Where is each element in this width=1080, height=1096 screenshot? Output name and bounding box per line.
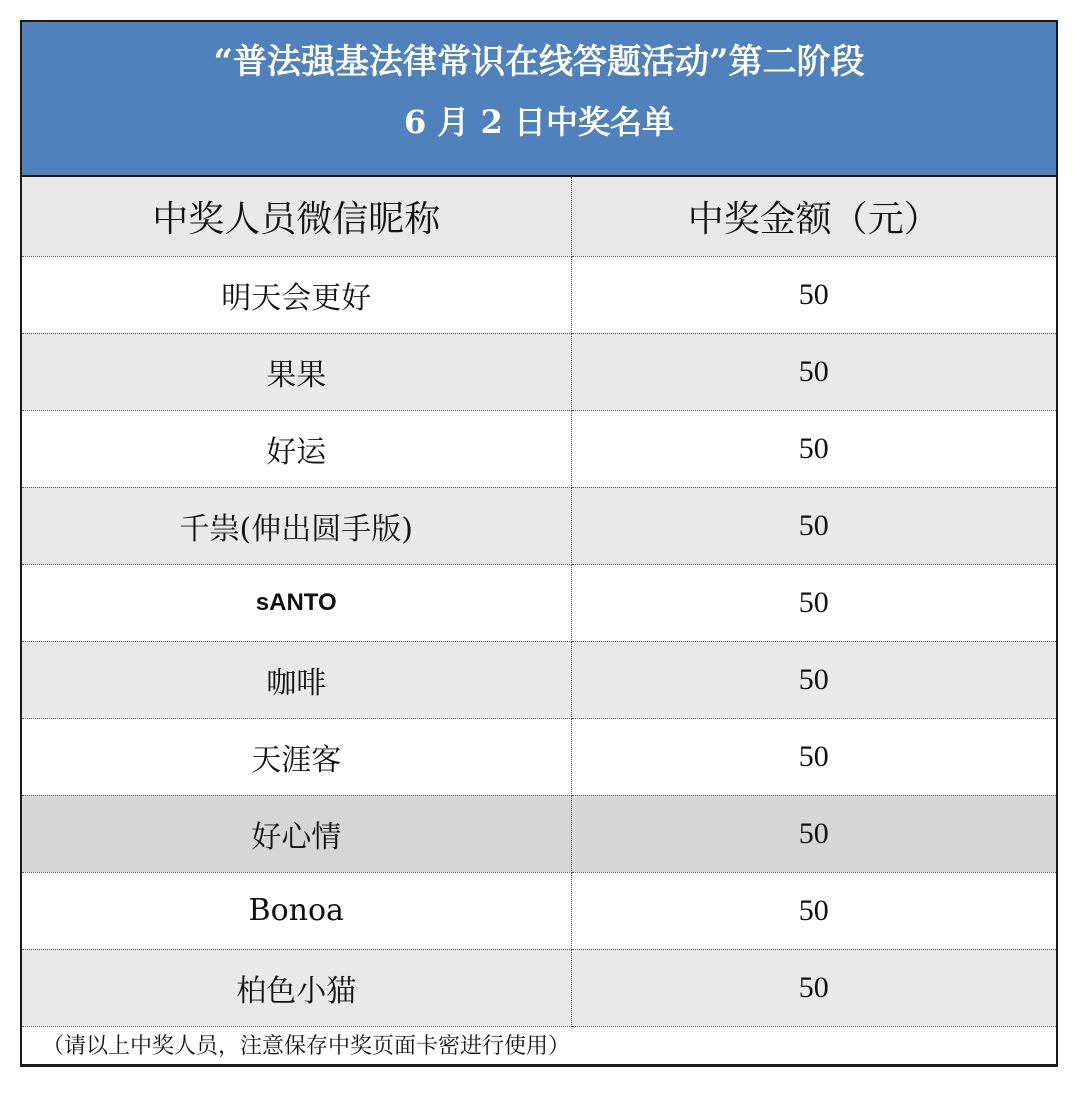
table-row <box>22 795 1056 872</box>
header-nickname: 中奖人员微信昵称 <box>22 177 571 256</box>
header-amount: 中奖金额（元） <box>571 177 1056 256</box>
prize-amount: 50 <box>571 487 1056 564</box>
table-row <box>22 256 1056 333</box>
winner-nickname: 天涯客 <box>22 718 571 795</box>
winner-nickname: 好运 <box>22 410 571 487</box>
winner-nickname: 果果 <box>22 333 571 410</box>
winner-nickname: 明天会更好 <box>22 256 571 333</box>
winner-nickname: sANTO <box>22 564 571 641</box>
prize-amount: 50 <box>571 256 1056 333</box>
winner-nickname: 柏色小猫 <box>22 949 571 1026</box>
prize-amount: 50 <box>571 872 1056 949</box>
table-row <box>22 564 1056 641</box>
footer-note: （请以上中奖人员，注意保存中奖页面卡密进行使用） <box>22 1027 1056 1067</box>
prize-amount: 50 <box>571 410 1056 487</box>
title-banner <box>22 22 1056 177</box>
prize-amount: 50 <box>571 795 1056 872</box>
page-subtitle: 6 月 2 日中奖名单 <box>404 103 674 141</box>
table-header-row <box>22 177 1056 256</box>
prize-amount: 50 <box>571 564 1056 641</box>
table-row <box>22 641 1056 718</box>
table-row <box>22 949 1056 1026</box>
page-title: “普法强基法律常识在线答题活动”第二阶段 <box>213 42 865 82</box>
winners-sheet <box>20 20 1058 1067</box>
winners-table <box>22 177 1056 1027</box>
table-row <box>22 872 1056 949</box>
table-row <box>22 410 1056 487</box>
table-row <box>22 487 1056 564</box>
winner-nickname: 好心情 <box>22 795 571 872</box>
table-row <box>22 718 1056 795</box>
prize-amount: 50 <box>571 333 1056 410</box>
winner-nickname: Bonoa <box>22 872 571 949</box>
winner-nickname: 咖啡 <box>22 641 571 718</box>
winner-nickname: 千祟(伸出圆手版) <box>22 487 571 564</box>
table-row <box>22 333 1056 410</box>
prize-amount: 50 <box>571 949 1056 1026</box>
prize-amount: 50 <box>571 641 1056 718</box>
prize-amount: 50 <box>571 718 1056 795</box>
